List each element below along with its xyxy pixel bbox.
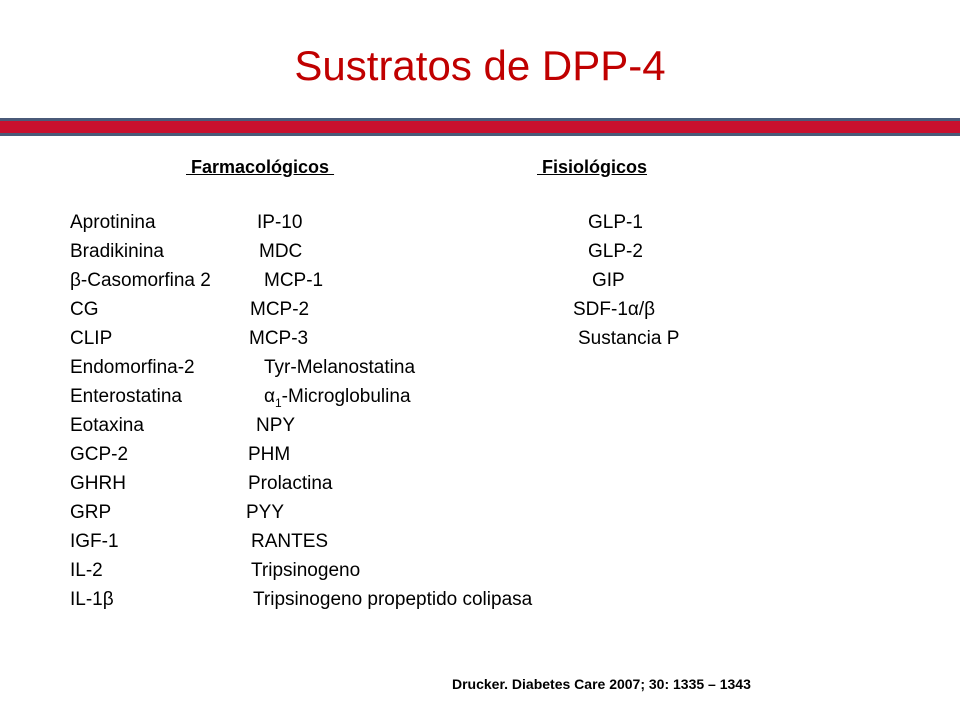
list-row	[0, 556, 960, 585]
substrate-pharmacological-2: PHM	[248, 444, 291, 465]
list-row	[0, 324, 960, 353]
list-row	[0, 382, 960, 411]
substrate-pharmacological-2: MCP-1	[264, 270, 324, 291]
list-row	[0, 527, 960, 556]
substrate-pharmacological-1: Eotaxina	[70, 415, 144, 436]
subscript: 1	[274, 395, 282, 410]
list-row	[0, 440, 960, 469]
list-row	[0, 266, 960, 295]
substrate-physiological: GLP-2	[588, 241, 643, 262]
substrate-pharmacological-2: MCP-2	[250, 299, 310, 320]
substrate-physiological: GIP	[592, 270, 625, 291]
slide-title: Sustratos de DPP-4	[294, 42, 666, 89]
substrate-pharmacological-1: GCP-2	[70, 444, 129, 465]
substrate-pharmacological-2: MDC	[259, 241, 303, 262]
title-divider-bar	[0, 118, 960, 136]
substrate-physiological: Sustancia P	[578, 328, 680, 349]
substrate-pharmacological-2: RANTES	[251, 531, 329, 552]
header-fisiologicos: Fisiológicos	[537, 157, 648, 177]
list-row	[0, 208, 960, 237]
substrate-pharmacological-2: MCP-3	[249, 328, 309, 349]
substrate-pharmacological-1: IL-1β	[70, 589, 114, 610]
substrate-pharmacological-2: Prolactina	[248, 473, 333, 494]
list-row	[0, 498, 960, 527]
list-row	[0, 237, 960, 266]
list-row	[0, 585, 960, 614]
substrate-pharmacological-2: Tripsinogeno	[251, 560, 361, 581]
substrate-pharmacological-1: CG	[70, 299, 99, 320]
substrate-pharmacological-1: GHRH	[70, 473, 126, 494]
substrate-pharmacological-2: PYY	[246, 502, 285, 523]
substrate-pharmacological-1: IGF-1	[70, 531, 119, 552]
list-row	[0, 411, 960, 440]
list-row	[0, 295, 960, 324]
substrate-pharmacological-1: Bradikinina	[70, 241, 164, 262]
substrate-physiological: GLP-1	[588, 212, 643, 233]
substrate-pharmacological-2: Tyr-Melanostatina	[264, 357, 416, 378]
alpha-symbol: α	[264, 386, 275, 407]
substrate-physiological: SDF-1α/β	[573, 299, 656, 320]
substrate-pharmacological-1: Endomorfina-2	[70, 357, 195, 378]
list-row	[0, 353, 960, 382]
substrate-pharmacological-2: IP-10	[257, 212, 303, 233]
substrate-pharmacological-1: Enterostatina	[70, 386, 182, 407]
substrate-pharmacological-1: IL-2	[70, 560, 103, 581]
substrate-pharmacological-2: NPY	[256, 415, 296, 436]
header-farmacologicos: Farmacológicos	[186, 157, 335, 177]
substrate-pharmacological-1: CLIP	[70, 328, 113, 349]
substrate-pharmacological-1: GRP	[70, 502, 112, 523]
citation: Drucker. Diabetes Care 2007; 30: 1335 – 1343	[452, 676, 751, 692]
substrate-pharmacological-2: Tripsinogeno propeptido colipasa	[253, 589, 533, 610]
substrate-name-rest: -Microglobulina	[281, 386, 411, 407]
substrate-pharmacological-1: β-Casomorfina 2	[70, 270, 211, 291]
list-row	[0, 469, 960, 498]
substrate-pharmacological-1: Aprotinina	[70, 212, 156, 233]
